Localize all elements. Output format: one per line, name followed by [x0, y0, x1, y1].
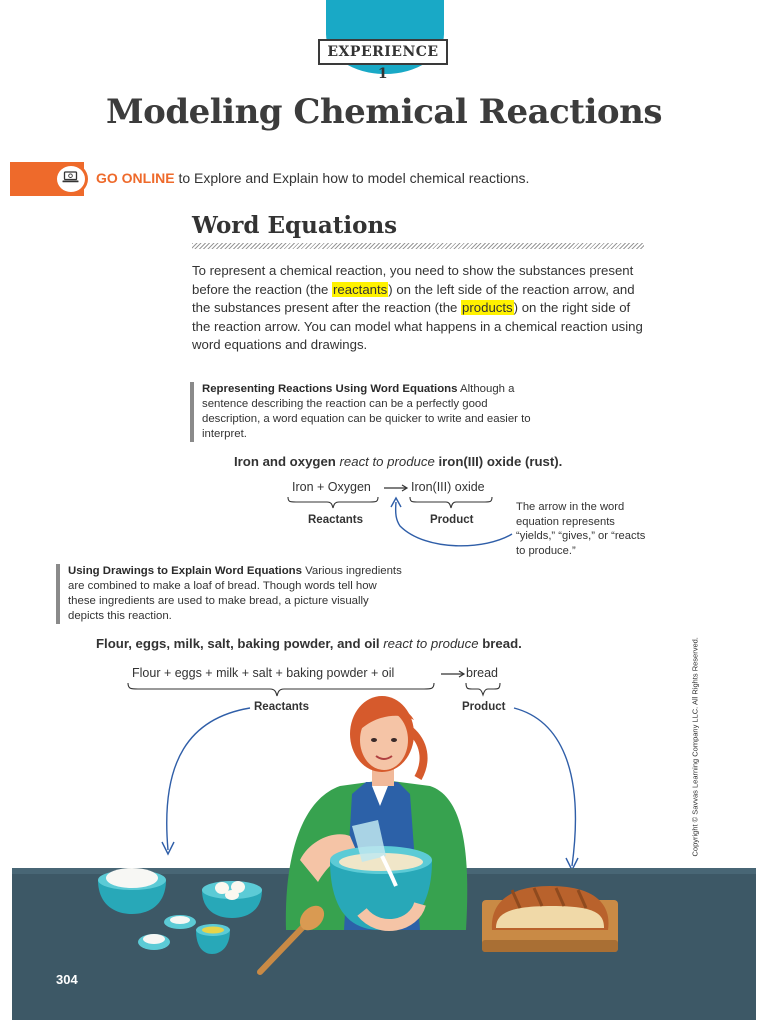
product-label: Product	[462, 701, 506, 713]
experience-label: EXPERIENCE 1	[318, 39, 448, 65]
equation-reactants: Iron + Oxygen	[292, 480, 371, 494]
statement-verb: react to produce	[335, 454, 439, 469]
statement-reactants: Flour, eggs, milk, salt, baking powder, and oil	[96, 636, 380, 651]
equation-reactants: Flour + eggs + milk + salt + baking powder + oil	[132, 666, 395, 680]
go-online-description: to Explore and Explain how to model chemical reactions.	[174, 170, 530, 186]
note-body: Various ingredients are combined to make a loaf of bread. Though words tell how these ingredients are used to make bread, a picture visually depicts this reaction.	[68, 565, 402, 622]
reactants-label: Reactants	[254, 701, 309, 713]
reactants-arrow-icon	[162, 708, 250, 854]
page-number: 304	[56, 972, 78, 987]
go-online-link[interactable]: GO ONLINE	[96, 170, 175, 186]
arrow-callout-text: The arrow in the word equation represents “yields,” “gives,” or “reacts to produce.”	[516, 501, 646, 557]
intro-paragraph	[192, 262, 652, 355]
reaction-arrow-icon	[383, 483, 409, 493]
reactants-label: Reactants	[308, 514, 363, 526]
highlight-reactants: reactants	[333, 281, 388, 297]
statement-reactants: Iron and oxygen	[234, 454, 336, 469]
product-label: Product	[430, 514, 474, 526]
section-title: Word Equations	[192, 212, 398, 239]
intro-text-2: ) on the left side of the reaction arrow, and the substances present after the reaction (the	[192, 281, 635, 316]
reaction-arrow-icon	[440, 669, 466, 679]
equation-product: Iron(III) oxide	[411, 480, 485, 494]
baking-powder-dish	[138, 934, 170, 950]
section-divider	[192, 243, 644, 249]
equation-product: bread	[466, 666, 498, 680]
reaction-statement-bread	[96, 636, 522, 651]
note-heading: Using Drawings to Explain Word Equations	[68, 565, 302, 577]
note-body: Although a sentence describing the reaction can be a perfectly good description, a word equation can be quicker to write and easier to interpret.	[202, 383, 531, 440]
reaction-statement-rust	[234, 454, 562, 469]
intro-text-1: To represent a chemical reaction, you need to show the substances present before the reaction (the	[192, 263, 634, 297]
salt-dish	[164, 915, 196, 929]
side-note-drawings	[56, 564, 404, 624]
product-arrow-icon	[514, 708, 578, 870]
laptop-icon	[62, 171, 79, 183]
side-note-word-equations	[190, 382, 542, 442]
highlight-products: products	[462, 300, 513, 316]
baking-illustration	[0, 690, 768, 1024]
go-online-text[interactable]	[96, 170, 529, 186]
statement-product: bread.	[482, 636, 522, 651]
statement-verb: react to produce	[379, 636, 483, 651]
callout-arrow-icon	[386, 496, 516, 552]
statement-product: iron(III) oxide (rust).	[438, 454, 563, 469]
copyright-notice: Copyright © Savvas Learning Company LLC. All Rights Reserved.	[690, 637, 700, 857]
page-title: Modeling Chemical Reactions	[106, 92, 662, 132]
intro-text-3: ) on the right side of the reaction arrow. You can model what happens in a chemical reaction using word equations and drawings.	[192, 300, 643, 353]
note-heading: Representing Reactions Using Word Equations	[202, 383, 458, 395]
